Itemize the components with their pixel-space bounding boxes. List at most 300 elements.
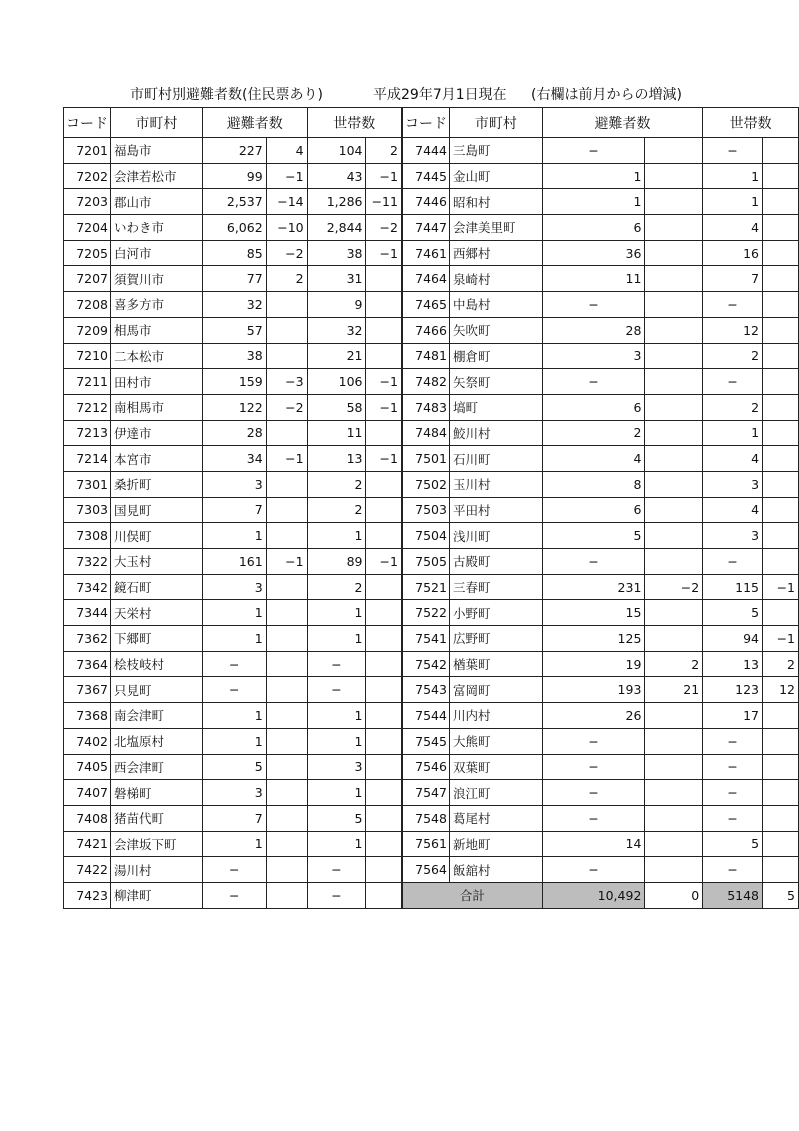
- cell-households-change: [366, 882, 402, 908]
- cell-evacuees: 161: [202, 549, 266, 575]
- cell-name: 古殿町: [449, 549, 542, 575]
- cell-evacuees: 3: [202, 780, 266, 806]
- cell-evacuees: −: [542, 728, 645, 754]
- table-row: [64, 446, 799, 472]
- cell-households: 21: [307, 343, 366, 369]
- cell-name: 福島市: [111, 138, 203, 164]
- cell-evacuees: −: [202, 651, 266, 677]
- cell-code: 7308: [64, 523, 111, 549]
- cell-households: 5: [703, 831, 763, 857]
- cell-households: 43: [307, 163, 366, 189]
- cell-evacuees-change: [266, 703, 307, 729]
- cell-evacuees-change: 4: [266, 138, 307, 164]
- cell-evacuees-change: [266, 831, 307, 857]
- cell-evacuees: −: [542, 857, 645, 883]
- cell-households-change: −1: [366, 394, 402, 420]
- cell-evacuees-change: −1: [266, 163, 307, 189]
- cell-evacuees-change: [645, 240, 703, 266]
- cell-code: 7368: [64, 703, 111, 729]
- cell-evacuees: 231: [542, 574, 645, 600]
- cell-households-change: [366, 523, 402, 549]
- document-title: [130, 84, 770, 104]
- cell-households-change: [366, 343, 402, 369]
- cell-evacuees-change: [266, 754, 307, 780]
- cell-code: 7202: [64, 163, 111, 189]
- table-row: [64, 882, 799, 908]
- cell-evacuees: −: [202, 677, 266, 703]
- cell-evacuees: 6: [542, 215, 645, 241]
- total-label: 合計: [402, 882, 542, 908]
- total-evacuees: 10,492: [542, 882, 645, 908]
- cell-evacuees: 1: [202, 600, 266, 626]
- cell-name: 鏡石町: [111, 574, 203, 600]
- cell-evacuees-change: −2: [266, 240, 307, 266]
- cell-households: 115: [703, 574, 763, 600]
- cell-name: 会津若松市: [111, 163, 203, 189]
- cell-name: 楢葉町: [449, 651, 542, 677]
- cell-households-change: [763, 446, 799, 472]
- cell-evacuees: 1: [202, 523, 266, 549]
- cell-evacuees: 26: [542, 703, 645, 729]
- cell-name: 下郷町: [111, 626, 203, 652]
- cell-name: 三島町: [449, 138, 542, 164]
- cell-households-change: [366, 471, 402, 497]
- cell-evacuees: 1: [202, 703, 266, 729]
- cell-evacuees: 1: [202, 626, 266, 652]
- cell-code: 7545: [402, 728, 450, 754]
- table-row: [64, 266, 799, 292]
- cell-code: 7421: [64, 831, 111, 857]
- cell-households-change: [763, 549, 799, 575]
- cell-code: 7548: [402, 805, 450, 831]
- cell-code: 7481: [402, 343, 450, 369]
- cell-code: 7505: [402, 549, 450, 575]
- table-row: [64, 703, 799, 729]
- cell-code: 7465: [402, 292, 450, 318]
- cell-code: 7461: [402, 240, 450, 266]
- cell-name: 泉崎村: [449, 266, 542, 292]
- cell-evacuees-change: [266, 651, 307, 677]
- cell-name: 湯川村: [111, 857, 203, 883]
- header-code-left: コード: [64, 108, 111, 138]
- cell-households-change: −2: [366, 215, 402, 241]
- cell-code: 7543: [402, 677, 450, 703]
- header-row: [64, 108, 799, 138]
- cell-households: 1: [703, 163, 763, 189]
- table-body: [64, 138, 799, 909]
- header-name-right: 市町村: [449, 108, 542, 138]
- cell-code: 7301: [64, 471, 111, 497]
- cell-evacuees-change: [645, 831, 703, 857]
- cell-evacuees: 7: [202, 805, 266, 831]
- cell-households: 11: [307, 420, 366, 446]
- cell-code: 7422: [64, 857, 111, 883]
- header-evacuees-left: 避難者数: [202, 108, 307, 138]
- cell-evacuees: 19: [542, 651, 645, 677]
- cell-households: 2,844: [307, 215, 366, 241]
- cell-evacuees-change: [645, 420, 703, 446]
- cell-evacuees: 57: [202, 317, 266, 343]
- cell-code: 7482: [402, 369, 450, 395]
- cell-evacuees-change: [645, 189, 703, 215]
- cell-households-change: −1: [366, 240, 402, 266]
- cell-evacuees: 122: [202, 394, 266, 420]
- table-row: [64, 240, 799, 266]
- cell-evacuees: 8: [542, 471, 645, 497]
- table-row: [64, 369, 799, 395]
- cell-households-change: [366, 626, 402, 652]
- cell-name: 本宮市: [111, 446, 203, 472]
- cell-name: 双葉町: [449, 754, 542, 780]
- cell-households: 3: [703, 523, 763, 549]
- cell-evacuees: −: [542, 369, 645, 395]
- cell-households-change: [763, 189, 799, 215]
- cell-evacuees: 3: [202, 471, 266, 497]
- cell-name: 南会津町: [111, 703, 203, 729]
- cell-name: 浅川町: [449, 523, 542, 549]
- cell-name: 相馬市: [111, 317, 203, 343]
- cell-evacuees-change: [645, 780, 703, 806]
- table-row: [64, 189, 799, 215]
- cell-households: 2: [703, 394, 763, 420]
- cell-households: 1: [307, 780, 366, 806]
- cell-households-change: −1: [366, 549, 402, 575]
- cell-households-change: [763, 523, 799, 549]
- cell-code: 7362: [64, 626, 111, 652]
- table-row: [64, 754, 799, 780]
- cell-name: 大熊町: [449, 728, 542, 754]
- cell-code: 7447: [402, 215, 450, 241]
- cell-evacuees-change: [645, 446, 703, 472]
- cell-households: 1: [307, 831, 366, 857]
- cell-households: 32: [307, 317, 366, 343]
- cell-households: 5: [307, 805, 366, 831]
- cell-evacuees: 7: [202, 497, 266, 523]
- cell-name: 昭和村: [449, 189, 542, 215]
- cell-code: 7201: [64, 138, 111, 164]
- cell-code: 7367: [64, 677, 111, 703]
- cell-name: 只見町: [111, 677, 203, 703]
- table-row: [64, 497, 799, 523]
- table-row: [64, 394, 799, 420]
- cell-evacuees-change: [266, 882, 307, 908]
- cell-households: −: [703, 728, 763, 754]
- cell-evacuees: 3: [542, 343, 645, 369]
- cell-code: 7208: [64, 292, 111, 318]
- cell-evacuees: 227: [202, 138, 266, 164]
- cell-evacuees: 1: [542, 163, 645, 189]
- cell-code: 7444: [402, 138, 450, 164]
- cell-code: 7522: [402, 600, 450, 626]
- cell-name: 鮫川村: [449, 420, 542, 446]
- cell-evacuees-change: 2: [266, 266, 307, 292]
- cell-households-change: 2: [763, 651, 799, 677]
- total-evacuees-change: 0: [645, 882, 703, 908]
- cell-code: 7207: [64, 266, 111, 292]
- cell-code: 7446: [402, 189, 450, 215]
- cell-evacuees-change: [645, 266, 703, 292]
- cell-households: 1,286: [307, 189, 366, 215]
- cell-households-change: [366, 420, 402, 446]
- cell-households: −: [307, 651, 366, 677]
- cell-name: 富岡町: [449, 677, 542, 703]
- cell-households: 3: [307, 754, 366, 780]
- cell-evacuees: 34: [202, 446, 266, 472]
- cell-households: 2: [307, 497, 366, 523]
- cell-evacuees-change: [266, 497, 307, 523]
- cell-households-change: [763, 163, 799, 189]
- header-households-right: 世帯数: [703, 108, 799, 138]
- cell-households-change: [763, 266, 799, 292]
- cell-evacuees: −: [542, 805, 645, 831]
- cell-evacuees: 85: [202, 240, 266, 266]
- cell-code: 7342: [64, 574, 111, 600]
- cell-households: 2: [703, 343, 763, 369]
- cell-name: 金山町: [449, 163, 542, 189]
- cell-code: 7542: [402, 651, 450, 677]
- cell-evacuees: 99: [202, 163, 266, 189]
- cell-name: 矢祭町: [449, 369, 542, 395]
- cell-households-change: [763, 292, 799, 318]
- cell-evacuees-change: −3: [266, 369, 307, 395]
- cell-households-change: [763, 805, 799, 831]
- cell-evacuees-change: 21: [645, 677, 703, 703]
- table-row: [64, 626, 799, 652]
- cell-code: 7210: [64, 343, 111, 369]
- cell-evacuees: −: [202, 882, 266, 908]
- cell-code: 7209: [64, 317, 111, 343]
- cell-households-change: −1: [366, 446, 402, 472]
- cell-households-change: [366, 600, 402, 626]
- cell-code: 7521: [402, 574, 450, 600]
- cell-households: 5: [703, 600, 763, 626]
- cell-evacuees-change: [645, 369, 703, 395]
- cell-name: いわき市: [111, 215, 203, 241]
- cell-name: 二本松市: [111, 343, 203, 369]
- table-row: [64, 831, 799, 857]
- cell-name: 広野町: [449, 626, 542, 652]
- cell-evacuees-change: −2: [645, 574, 703, 600]
- cell-code: 7214: [64, 446, 111, 472]
- cell-name: 国見町: [111, 497, 203, 523]
- cell-name: 三春町: [449, 574, 542, 600]
- cell-households: 3: [703, 471, 763, 497]
- cell-households: 104: [307, 138, 366, 164]
- cell-evacuees-change: −1: [266, 446, 307, 472]
- cell-code: 7503: [402, 497, 450, 523]
- cell-evacuees-change: [266, 471, 307, 497]
- cell-evacuees: 193: [542, 677, 645, 703]
- cell-evacuees-change: −10: [266, 215, 307, 241]
- cell-households-change: [763, 471, 799, 497]
- cell-code: 7561: [402, 831, 450, 857]
- table-row: [64, 471, 799, 497]
- cell-evacuees: 3: [202, 574, 266, 600]
- cell-households-change: [366, 292, 402, 318]
- cell-evacuees: 36: [542, 240, 645, 266]
- cell-evacuees: 15: [542, 600, 645, 626]
- cell-households-change: [763, 369, 799, 395]
- cell-evacuees-change: [645, 497, 703, 523]
- cell-evacuees: 28: [202, 420, 266, 446]
- cell-name: 喜多方市: [111, 292, 203, 318]
- cell-households: 4: [703, 215, 763, 241]
- cell-evacuees: 159: [202, 369, 266, 395]
- cell-code: 7205: [64, 240, 111, 266]
- cell-code: 7203: [64, 189, 111, 215]
- cell-households-change: [763, 780, 799, 806]
- cell-name: 棚倉町: [449, 343, 542, 369]
- table-row: [64, 163, 799, 189]
- cell-households-change: [366, 805, 402, 831]
- cell-code: 7546: [402, 754, 450, 780]
- cell-evacuees-change: −2: [266, 394, 307, 420]
- table-row: [64, 600, 799, 626]
- cell-name: 伊達市: [111, 420, 203, 446]
- cell-evacuees: 38: [202, 343, 266, 369]
- cell-name: 塙町: [449, 394, 542, 420]
- cell-evacuees: 77: [202, 266, 266, 292]
- cell-households-change: [763, 317, 799, 343]
- cell-households: −: [703, 805, 763, 831]
- cell-evacuees-change: [266, 780, 307, 806]
- cell-code: 7405: [64, 754, 111, 780]
- cell-households-change: [763, 138, 799, 164]
- cell-evacuees-change: [645, 857, 703, 883]
- cell-name: 矢吹町: [449, 317, 542, 343]
- cell-name: 大玉村: [111, 549, 203, 575]
- cell-code: 7483: [402, 394, 450, 420]
- cell-name: 須賀川市: [111, 266, 203, 292]
- cell-households-change: −1: [763, 626, 799, 652]
- cell-households: 13: [703, 651, 763, 677]
- cell-evacuees: 6: [542, 497, 645, 523]
- cell-households: −: [703, 549, 763, 575]
- cell-households-change: 2: [366, 138, 402, 164]
- cell-households-change: [366, 651, 402, 677]
- cell-households: 1: [307, 703, 366, 729]
- cell-households: 1: [307, 728, 366, 754]
- cell-name: 南相馬市: [111, 394, 203, 420]
- cell-name: 平田村: [449, 497, 542, 523]
- cell-evacuees: −: [542, 754, 645, 780]
- cell-households-change: −1: [366, 163, 402, 189]
- cell-code: 7407: [64, 780, 111, 806]
- cell-households-change: [366, 266, 402, 292]
- cell-evacuees-change: [645, 292, 703, 318]
- cell-households: 7: [703, 266, 763, 292]
- cell-code: 7466: [402, 317, 450, 343]
- cell-evacuees-change: [266, 420, 307, 446]
- cell-code: 7303: [64, 497, 111, 523]
- cell-code: 7212: [64, 394, 111, 420]
- cell-name: 猪苗代町: [111, 805, 203, 831]
- table-row: [64, 343, 799, 369]
- cell-code: 7502: [402, 471, 450, 497]
- table-row: [64, 317, 799, 343]
- cell-households: −: [703, 754, 763, 780]
- cell-evacuees-change: [645, 703, 703, 729]
- cell-households: 2: [307, 471, 366, 497]
- cell-evacuees-change: [645, 215, 703, 241]
- cell-name: 桑折町: [111, 471, 203, 497]
- cell-evacuees-change: [645, 805, 703, 831]
- cell-households: 1: [307, 523, 366, 549]
- cell-households-change: [366, 574, 402, 600]
- cell-households-change: [763, 420, 799, 446]
- cell-households: 13: [307, 446, 366, 472]
- cell-households: 1: [703, 189, 763, 215]
- cell-name: 中島村: [449, 292, 542, 318]
- cell-evacuees-change: [645, 471, 703, 497]
- cell-evacuees-change: [266, 574, 307, 600]
- cell-code: 7402: [64, 728, 111, 754]
- cell-name: 柳津町: [111, 882, 203, 908]
- header-code-right: コード: [402, 108, 450, 138]
- cell-code: 7364: [64, 651, 111, 677]
- cell-evacuees-change: [645, 754, 703, 780]
- cell-code: 7484: [402, 420, 450, 446]
- cell-evacuees: 5: [202, 754, 266, 780]
- cell-households: 38: [307, 240, 366, 266]
- title-note: (右欄は前月からの増減): [531, 87, 682, 103]
- cell-evacuees-change: [266, 523, 307, 549]
- cell-households: −: [307, 677, 366, 703]
- cell-households-change: [763, 240, 799, 266]
- cell-name: 磐梯町: [111, 780, 203, 806]
- cell-evacuees-change: [266, 626, 307, 652]
- table-row: [64, 651, 799, 677]
- cell-code: 7541: [402, 626, 450, 652]
- cell-households-change: [366, 857, 402, 883]
- cell-evacuees-change: 2: [645, 651, 703, 677]
- cell-households-change: [366, 677, 402, 703]
- cell-code: 7408: [64, 805, 111, 831]
- cell-name: 郡山市: [111, 189, 203, 215]
- cell-evacuees-change: [645, 138, 703, 164]
- cell-code: 7544: [402, 703, 450, 729]
- cell-evacuees: 2,537: [202, 189, 266, 215]
- cell-households: −: [307, 882, 366, 908]
- cell-name: 天栄村: [111, 600, 203, 626]
- cell-evacuees-change: [266, 728, 307, 754]
- cell-households: 17: [703, 703, 763, 729]
- cell-evacuees: 1: [202, 728, 266, 754]
- cell-name: 田村市: [111, 369, 203, 395]
- cell-evacuees-change: [266, 343, 307, 369]
- total-households-change: 5: [763, 882, 799, 908]
- cell-households: 106: [307, 369, 366, 395]
- table-row: [64, 138, 799, 164]
- cell-name: 西会津町: [111, 754, 203, 780]
- evacuee-table: [63, 107, 799, 909]
- cell-code: 7213: [64, 420, 111, 446]
- cell-households-change: [763, 728, 799, 754]
- total-households: 5148: [703, 882, 763, 908]
- cell-households-change: [763, 394, 799, 420]
- cell-households: 123: [703, 677, 763, 703]
- cell-households: 94: [703, 626, 763, 652]
- cell-households: 1: [307, 626, 366, 652]
- cell-households: 12: [703, 317, 763, 343]
- cell-name: 会津美里町: [449, 215, 542, 241]
- cell-households: −: [703, 780, 763, 806]
- cell-name: 新地町: [449, 831, 542, 857]
- cell-households-change: [763, 600, 799, 626]
- cell-households-change: [366, 754, 402, 780]
- cell-name: 石川町: [449, 446, 542, 472]
- cell-evacuees: 1: [542, 189, 645, 215]
